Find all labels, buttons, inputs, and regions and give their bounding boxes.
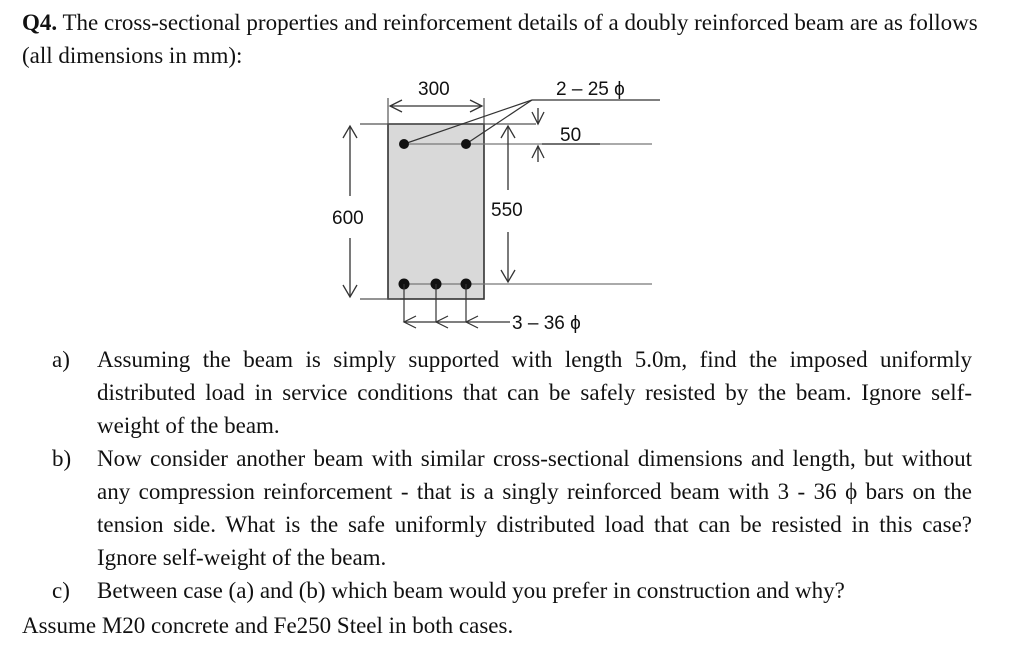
closing-statement: Assume M20 concrete and Fe250 Steel in both cases.: [22, 613, 514, 638]
question-part-a: [52, 343, 972, 442]
cover-label: 50: [560, 125, 582, 146]
total-depth-label: 600: [332, 208, 364, 229]
top-bar: [399, 139, 409, 149]
question-text: The cross-sectional properties and reinforcement details of a doubly reinforced beam are as follows (all dimensions in mm):: [22, 10, 978, 68]
top-bars-label: 2 – 25 ϕ: [556, 79, 625, 100]
question-part-c: [52, 574, 972, 607]
bottom-bars-label: 3 – 36 ϕ: [512, 313, 581, 334]
part-text: Now consider another beam with similar cross-sectional dimensions and length, but without any compression reinforcement - that is a singly reinforced beam with 3 - 36 ϕ bars on the tension side. What is the safe uniformly distributed load that can be resisted in this case? Ignore self-weight of the beam.: [97, 446, 972, 570]
part-label: c): [52, 578, 70, 603]
part-label: b): [52, 446, 72, 471]
top-bar: [461, 139, 471, 149]
part-text: Assuming the beam is simply supported with length 5.0m, find the imposed uniformly distributed load in service conditions that can be safely resisted by the beam. Ignore self-weight of the beam.: [97, 347, 972, 438]
question-parts: [52, 343, 972, 607]
part-text: Between case (a) and (b) which beam would you prefer in construction and why?: [97, 578, 845, 603]
question-number: Q4.: [22, 10, 58, 35]
effective-depth-label: 550: [491, 200, 523, 221]
part-label: a): [52, 347, 70, 372]
width-label: 300: [418, 79, 450, 100]
question-part-b: [52, 442, 972, 574]
beam-section: [388, 124, 484, 299]
